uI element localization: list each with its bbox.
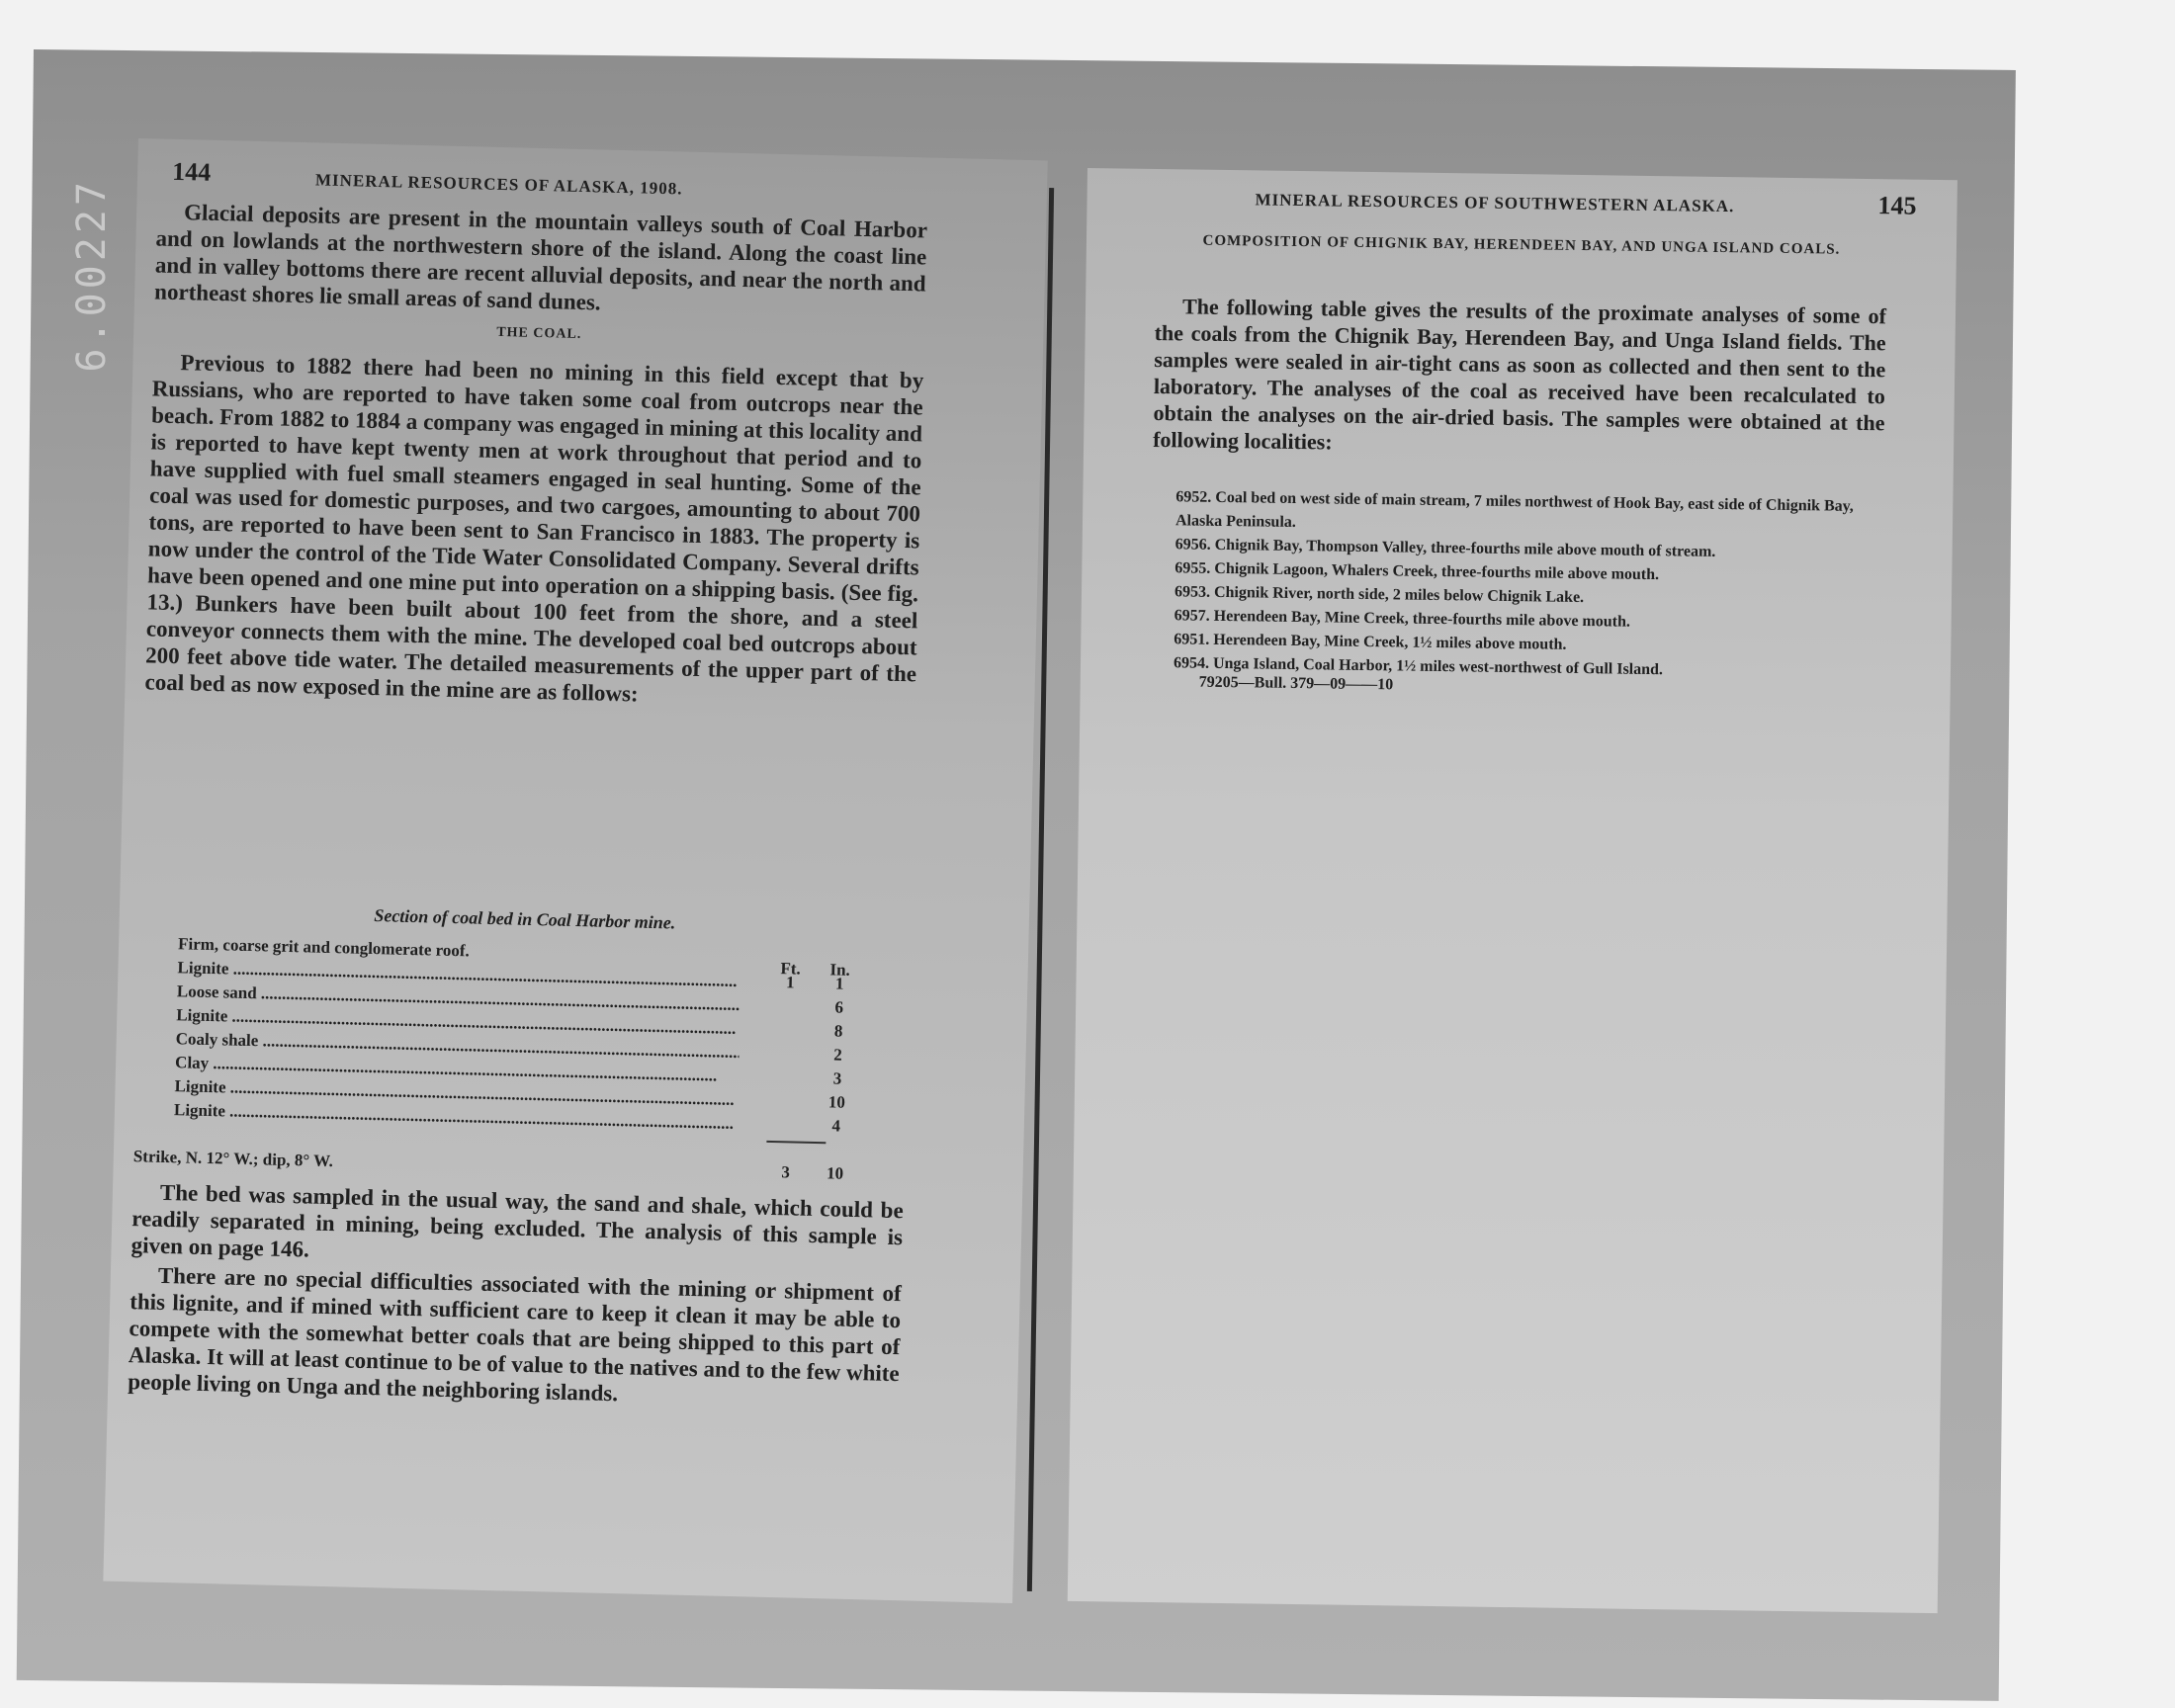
intro-paragraph: Glacial deposits are present in the mountain valleys south of Coal Harbor and on lowlands at the northwestern shore of the island. Along the coast line and in valley bottoms there are recent alluvial deposits, and near the north and northeast shores lie small areas of sand dunes. bbox=[153, 200, 928, 315]
table-roof: Firm, coarse grit and conglomerate roof. bbox=[177, 934, 471, 961]
table-row-name: Lignite ..... bbox=[177, 956, 740, 993]
coal-section-table bbox=[173, 932, 890, 1169]
right-page-number: 145 bbox=[1877, 191, 1917, 220]
table-row-ft: 1 bbox=[785, 973, 795, 992]
table-row-name: Lignite ..... bbox=[174, 1098, 738, 1136]
table-row-in: 6 bbox=[834, 997, 844, 1017]
left-page bbox=[103, 138, 1047, 1603]
table-row-ft bbox=[770, 994, 810, 995]
table-row-in: 4 bbox=[831, 1116, 841, 1136]
left-page-header: MINERAL RESOURCES OF ALASKA, 1908. bbox=[314, 170, 683, 199]
table-row-ft bbox=[768, 1066, 808, 1067]
table-col-ft: Ft. bbox=[780, 959, 802, 979]
section-heading-coal: THE COAL. bbox=[496, 324, 582, 343]
table-row-ft bbox=[769, 1042, 809, 1043]
table-row-ft bbox=[768, 1089, 808, 1090]
table-row-in: 2 bbox=[833, 1045, 843, 1065]
table-row-name: Coaly shale ..... bbox=[175, 1027, 739, 1065]
table-caption: Section of coal bed in Coal Harbor mine. bbox=[374, 905, 676, 933]
table-row-in: 3 bbox=[832, 1068, 842, 1088]
composition-heading: COMPOSITION OF CHIGNIK BAY, HERENDEEN BAY, AND UNGA ISLAND COALS. bbox=[1202, 232, 1841, 258]
locality-item: 6955. Chignik Lagoon, Whalers Creek, three-fourths mile above mouth. bbox=[1174, 559, 1660, 584]
left-page-number: 144 bbox=[171, 156, 212, 187]
table-row-name: Lignite ..... bbox=[176, 1003, 740, 1041]
locality-item: 6953. Chignik River, north side, 2 miles below Chignik Lake. bbox=[1174, 583, 1585, 607]
archive-stamp: 6.00227 bbox=[69, 178, 115, 373]
bed-sampling-paragraph: The bed was sampled in the usual way, the sand and shale, which could be readily separated in mining, being excluded. The analysis of this sample is given on page 146. bbox=[130, 1179, 905, 1262]
table-row-name: Clay ..... bbox=[175, 1051, 739, 1088]
table-col-in: In. bbox=[829, 960, 851, 980]
locality-item: 6951. Herendeen Bay, Mine Creek, 1½ miles above mouth. bbox=[1174, 631, 1567, 653]
right-page-header: MINERAL RESOURCES OF SOUTHWESTERN ALASKA. bbox=[1255, 190, 1735, 216]
table-row-in: 10 bbox=[827, 1092, 846, 1112]
right-page bbox=[1068, 168, 1958, 1613]
table-row-ft bbox=[767, 1113, 807, 1114]
strike-dip: Strike, N. 12° W.; dip, 8° W. bbox=[132, 1147, 334, 1171]
bulletin-footer: 79205—Bull. 379—09——10 bbox=[1198, 673, 1394, 694]
total-ft: 3 bbox=[781, 1162, 791, 1182]
table-row-in: 8 bbox=[833, 1021, 843, 1041]
table-row-name: Lignite ..... bbox=[174, 1074, 738, 1112]
table-row-in: 1 bbox=[834, 974, 844, 993]
locality-item: 6952. Coal bed on west side of main stream, 7 miles northwest of Hook Bay, east side of Chignik Bay, Alaska Peninsula. bbox=[1174, 488, 1854, 531]
total-in: 10 bbox=[826, 1163, 844, 1183]
mining-difficulties-paragraph: There are no special difficulties associated with the mining or shipment of this lignite, and if mined with sufficient care to keep it clean it may be able to compete with the somewhat better coals that are being shipped to this part of Alaska. It will at least continue to be of value to the natives and to the few white people living on Unga and the neighboring islands. bbox=[127, 1262, 902, 1407]
locality-item: 6956. Chignik Bay, Thompson Valley, three-fourths mile above mouth of stream. bbox=[1174, 536, 1716, 560]
localities-list bbox=[1150, 485, 1884, 685]
locality-item: 6954. Unga Island, Coal Harbor, 1½ miles west-northwest of Gull Island. bbox=[1173, 654, 1664, 679]
locality-item: 6957. Herendeen Bay, Mine Creek, three-fourths mile above mouth. bbox=[1174, 607, 1631, 631]
table-row-name: Loose sand ..... bbox=[177, 980, 740, 1017]
coal-history-paragraph: Previous to 1882 there had been no mining in this field except that by Russians, who are reported to have taken some coal from outcrops near the beach. From 1882 to 1884 a company was engaged in mining at this locality and is reported to have kept twenty men at work throughout that period and to have supplied with fuel small steamers engaged in seal hunting. Some of the coal was used for domestic purposes, and two cargoes, amounting to about 700 tons, are reported to have been sent to San Francisco in 1883. The property is now under the control of the Tide Water Consolidated Company. Several drifts have been opened and one mine put into operation on a shipping basis. (See fig. 13.) Bunkers have been built about 100 feet from the shore, and a steel conveyor connects them with the mine. The developed coal bed outcrops about 200 feet above tide water. The detailed measurements of the upper part of the coal bed as now exposed in the mine are as follows: bbox=[144, 350, 924, 707]
composition-paragraph: The following table gives the results of the proximate analyses of some of the coals from the Chignik Bay, Herendeen Bay, and Unga Island fields. The samples were sealed in air-tight cans as soon as collected and then sent to the laboratory. The analyses of the coal as received have been recalculated to obtain the analyses on the air-dried basis. The samples were obtained at the following localities: bbox=[1153, 294, 1887, 455]
table-row-ft bbox=[769, 1018, 809, 1019]
